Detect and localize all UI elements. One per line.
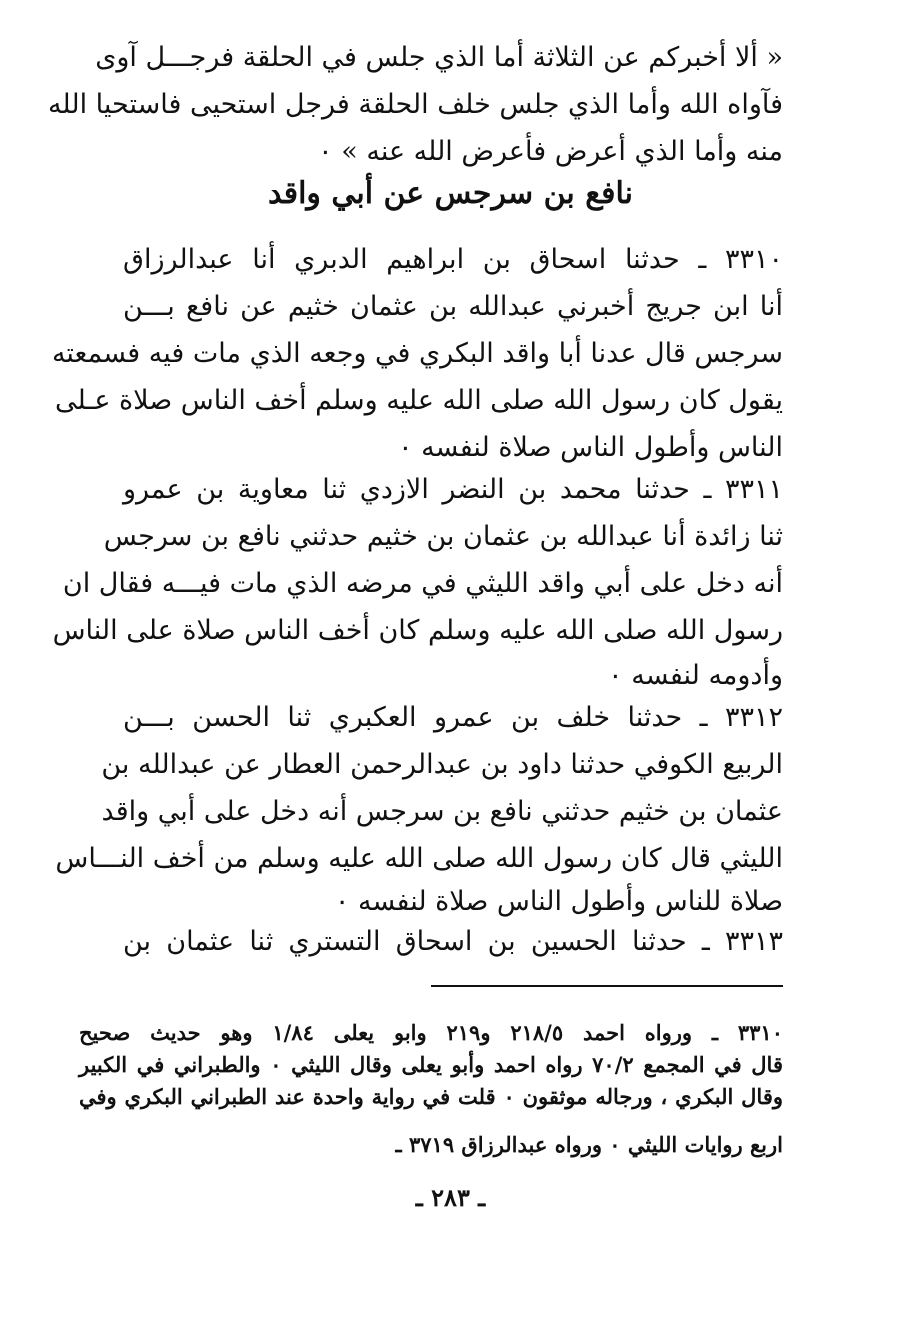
text-line: سرجس قال عدنا أبا واقد البكري في وجعه الذي مات فيه فسمعته <box>51 338 783 369</box>
text-line: فآواه الله وأما الذي جلس خلف الحلقة فرجل استحيى فاستحيا الله <box>47 89 783 120</box>
text-line: الليثي قال كان رسول الله صلى الله عليه وسلم من أخف النـــاس <box>55 843 783 874</box>
text-line: وأدومه لنفسه ٠ <box>608 660 783 691</box>
text-line: الربيع الكوفي حدثنا داود بن عبدالرحمن العطار عن عبدالله بن <box>101 749 783 780</box>
footnote-line: ٣٣١٠ ـ ورواه احمد ٢١٨/٥ و٢١٩ وابو يعلى ١/٨٤ وهو حديث صحيح <box>79 1020 783 1045</box>
text-line: الناس وأطول الناس صلاة لنفسه ٠ <box>398 432 783 463</box>
text-line: ٣٣١٠ ـ حدثنا اسحاق بن ابراهيم الدبري أنا عبدالرزاق <box>123 244 783 275</box>
text-line: « ألا أخبركم عن الثلاثة أما الذي جلس في الحلقة فرجـــل آوى <box>95 42 783 73</box>
text-line: منه وأما الذي أعرض فأعرض الله عنه » ٠ <box>318 136 783 167</box>
text-line: أنا ابن جريج أخبرني عبدالله بن عثمان خثيم عن نافع بـــن <box>123 291 783 322</box>
text-line: يقول كان رسول الله صلى الله عليه وسلم أخف الناس صلاة عـلى <box>54 385 783 416</box>
text-line: رسول الله صلى الله عليه وسلم كان أخف الناس صلاة على الناس <box>52 615 783 646</box>
text-line: ٣٣١٣ ـ حدثنا الحسين بن اسحاق التستري ثنا عثمان بن <box>123 926 783 957</box>
text-line: ٣٣١٢ ـ حدثنا خلف بن عمرو العكبري ثنا الحسن بـــن <box>123 702 783 733</box>
text-line: أنه دخل على أبي واقد الليثي في مرضه الذي مات فيـــه فقال ان <box>62 568 783 599</box>
text-line: ثنا زائدة أنا عبدالله بن عثمان بن خثيم حدثني نافع بن سرجس <box>103 521 783 552</box>
text-line: عثمان بن خثيم حدثني نافع بن سرجس أنه دخل على أبي واقد <box>101 796 783 827</box>
footnote-line: اربع روايات الليثي ٠ ورواه عبدالرزاق ٣٧١٩ ـ <box>395 1132 783 1157</box>
footnote-line: قال في المجمع ٧٠/٢ رواه احمد وأبو يعلى وقال الليثي ٠ والطبراني في الكبير <box>79 1052 783 1077</box>
section-title: نافع بن سرجس عن أبي واقد <box>267 176 634 211</box>
footnote-line: وقال البكري ، ورجاله موثقون ٠ قلت في رواية واحدة عند الطبراني البكري وفي <box>79 1084 783 1109</box>
text-line: صلاة للناس وأطول الناس صلاة لنفسه ٠ <box>334 886 783 917</box>
text-line: ٣٣١١ ـ حدثنا محمد بن النضر الازدي ثنا معاوية بن عمرو <box>123 474 783 505</box>
footnote-divider <box>431 985 783 987</box>
page-number: ـ ٢٨٣ ـ <box>415 1183 486 1212</box>
